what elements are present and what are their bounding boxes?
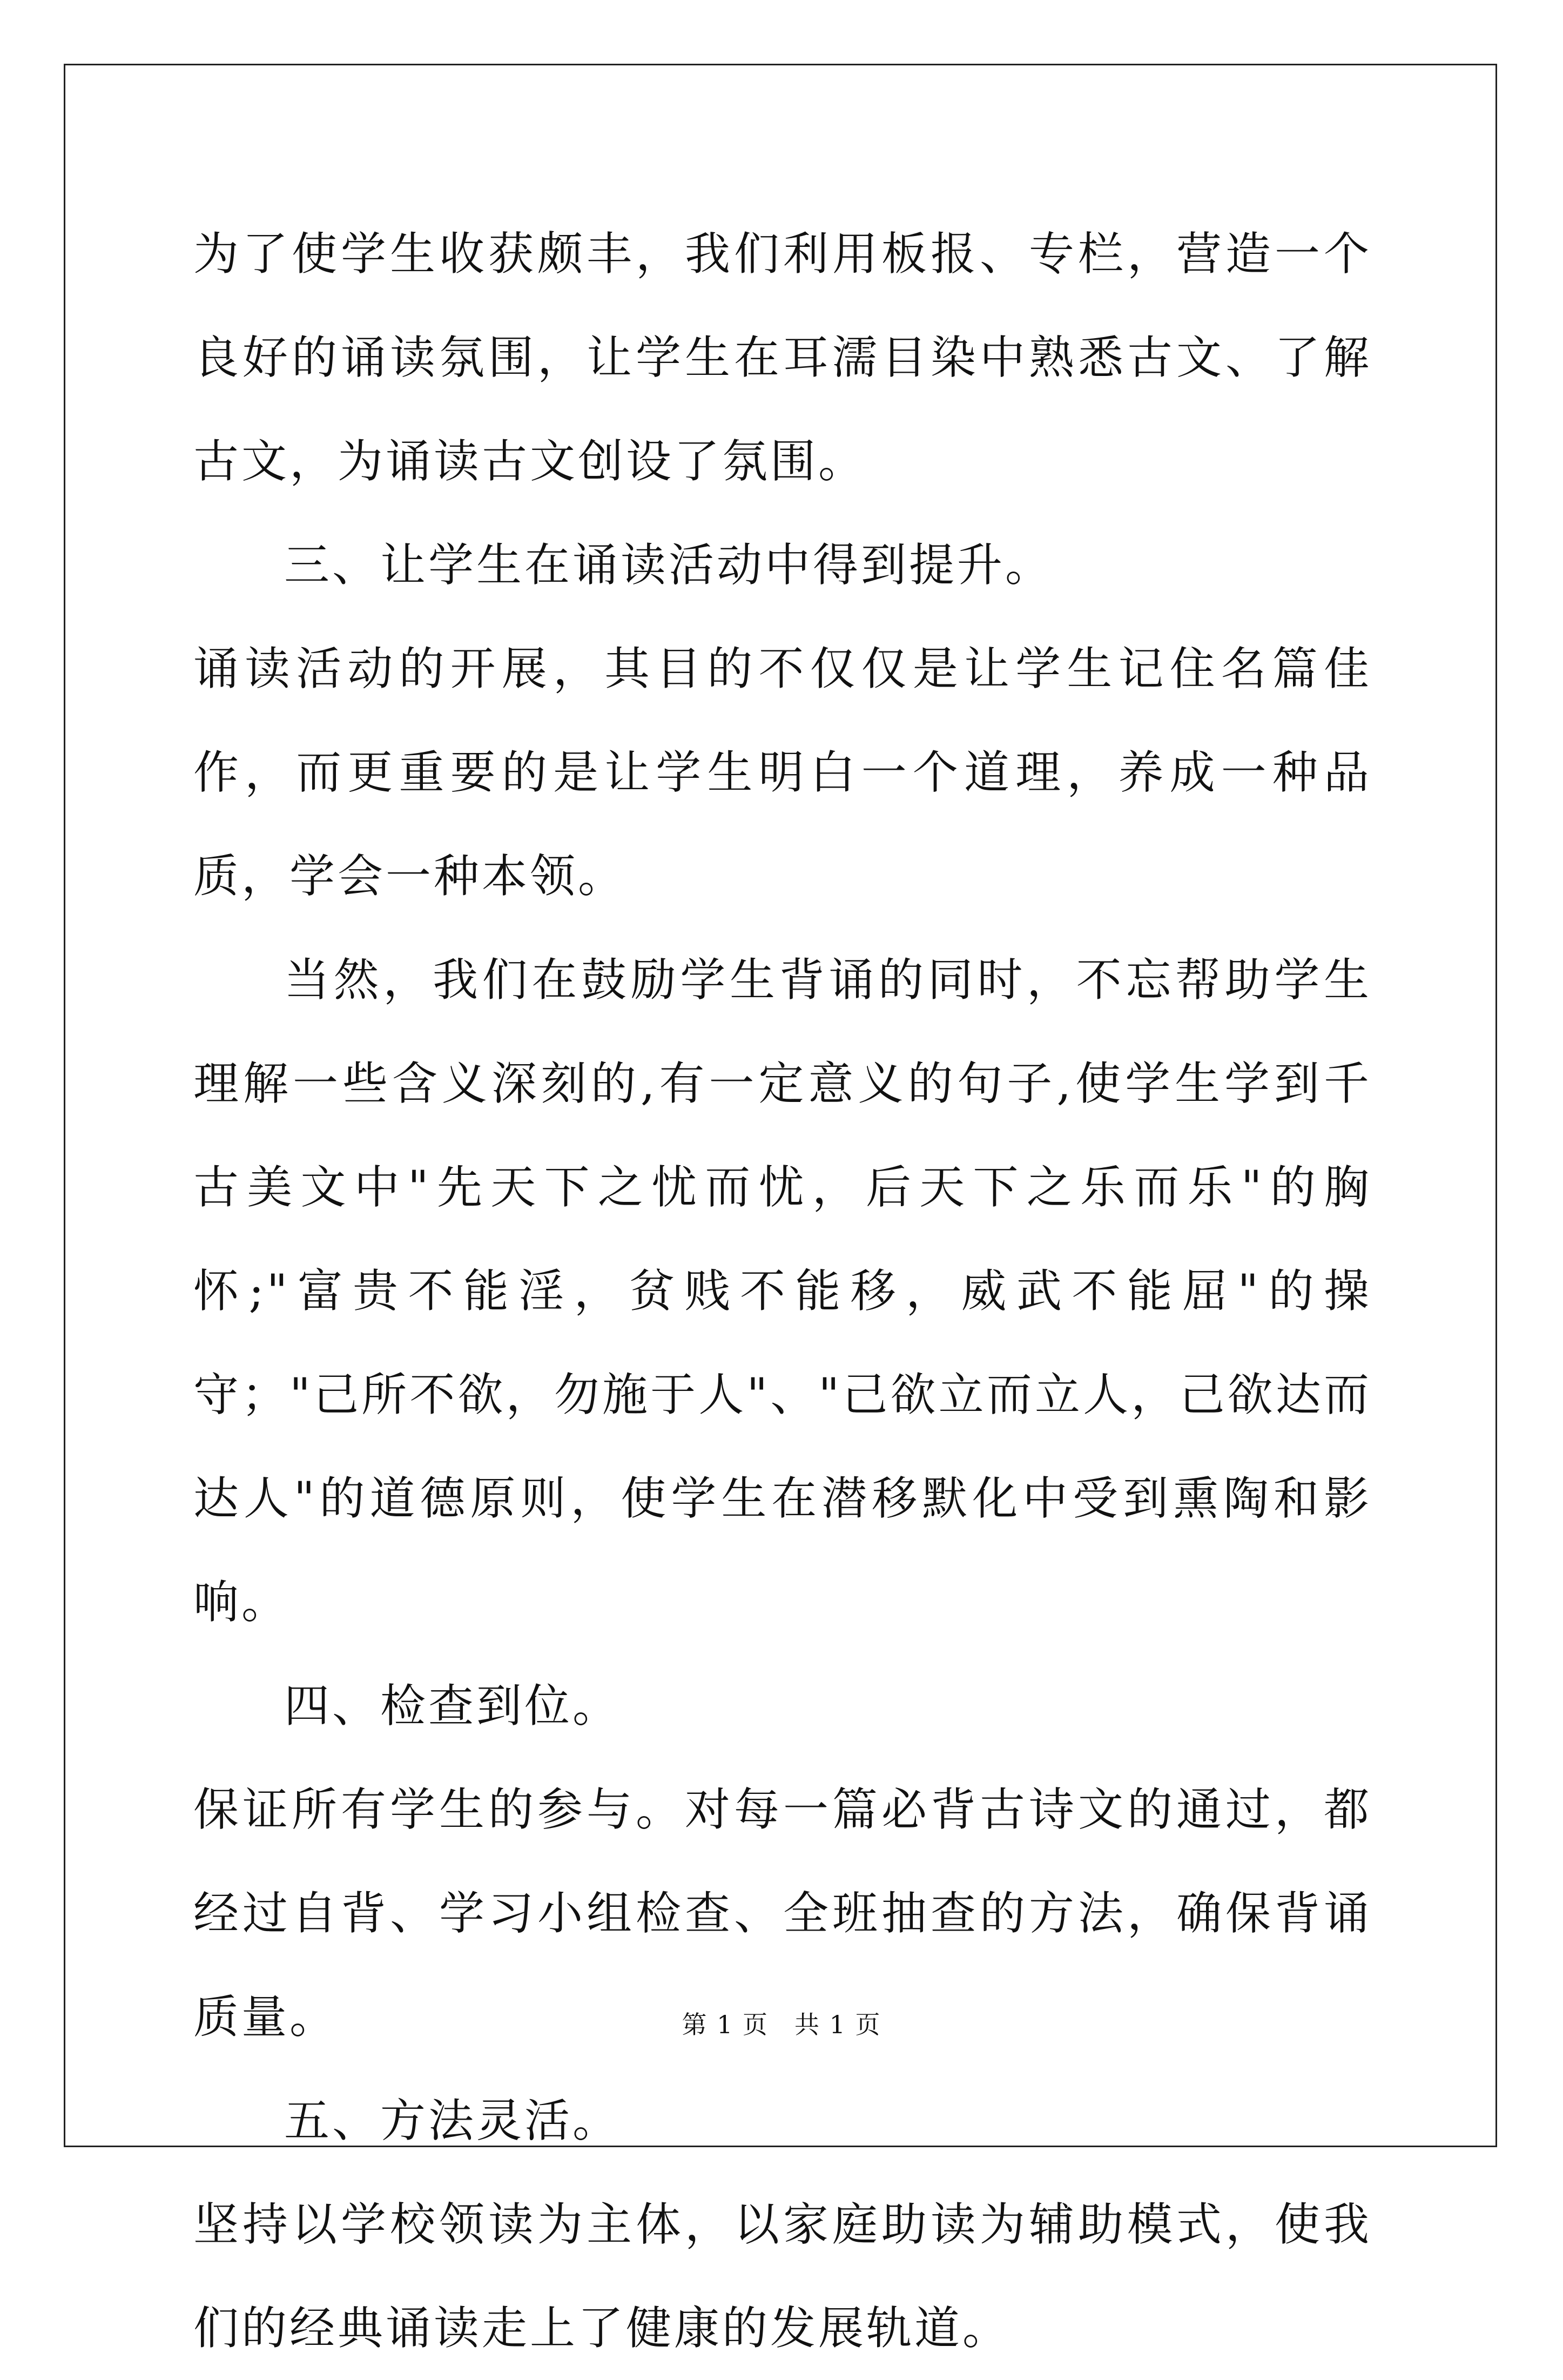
document-body bbox=[193, 202, 1372, 2380]
paragraph-section-four: 保证所有学生的参与。对每一篇必背古诗文的通过，都经过自背、学习小组检查、全班抽查的方法，确保背诵质量。 bbox=[193, 1783, 1372, 2043]
paragraph-section-five: 坚持以学校领读为主体，以家庭助读为辅助模式，使我们的经典诵读走上了健康的发展轨道。 bbox=[193, 2198, 1372, 2355]
paragraph-intro: 为了使学生收获颇丰，我们利用板报、专栏，营造一个良好的诵读氛围，让学生在耳濡目染中熟悉古文、了解古文，为诵读古文创设了氛围。 bbox=[193, 227, 1372, 488]
heading-section-five: 五、方法灵活。 bbox=[284, 2094, 621, 2147]
paragraph-classics-quotes: 当然，我们在鼓励学生背诵的同时，不忘帮助学生理解一些含义深刻的,有一定意义的句子,使学生学到千古美文中"先天下之忧而忧，后天下之乐而乐"的胸怀;"富贵不能淫，贫贱不能移，威武不能屈"的操守；"己所不欲，勿施于人"、"己欲立而立人，己欲达而达人"的道德原则，使学生在潜移默化中受到熏陶和影响。 bbox=[193, 953, 1372, 1629]
paragraph-section-three: 诵读活动的开展，其目的不仅仅是让学生记住名篇佳作，而更重要的是让学生明白一个道理，养成一种品质，学会一种本领。 bbox=[193, 642, 1372, 903]
heading-section-four: 四、检查到位。 bbox=[284, 1679, 621, 1732]
heading-section-three: 三、让学生在诵读活动中得到提升。 bbox=[284, 539, 1054, 591]
page-number-footer: 第 1 页 共 1 页 bbox=[682, 2010, 881, 2039]
